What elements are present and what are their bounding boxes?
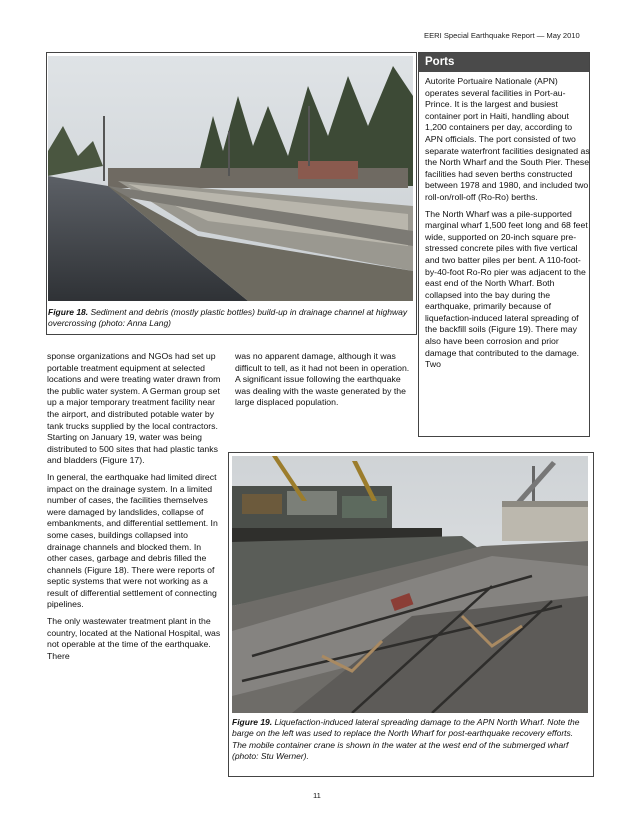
figure-18-photo — [48, 56, 413, 301]
figure-19-label: Figure 19. — [232, 717, 273, 727]
ports-paragraph-2: The North Wharf was a pile-supported marginal wharf 1,500 feet long and 68 feet wide, supported on 20-inch square pre-stressed concrete piles with five vertical and two batter piles per bent. A 110-foot-by-40-foot Ro-Ro pier was adjacent to the east end of the North Wharf. Both collapsed into the bay during the earthquake, primarily because of liquefaction-induced lateral spreading of the backfill soils (Figure 19). There may also have been corrosion and prior damage that contributed to the damage. Two — [425, 208, 588, 370]
figure-18-caption-text: Sediment and debris (mostly plastic bottles) build-up in drainage channel at highway overcrossing (photo: Anna Lang) — [48, 307, 408, 329]
figure-18-label: Figure 18. — [48, 307, 89, 317]
column-2 — [235, 351, 411, 414]
ports-title: Ports — [425, 56, 455, 68]
col1-paragraph-2: In general, the earthquake had limited direct impact on the drainage system. In a limited number of cases, the facilities themselves were damaged by landslides, collapse of embankments, and differential settlement. In some cases, buildings collapsed into drainage channels and blocked them. In other cases, garbage and debris filled the channels (Figure 18). There were reports of septic systems that were not working as a result of differential settlement of connecting pipelines. — [47, 471, 218, 610]
column-1 — [47, 351, 223, 667]
page-number: 11 — [313, 791, 321, 800]
col1-paragraph-1: sponse organizations and NGOs had set up portable treatment equipment at selected locations and were treating water drawn from the public water system. A German group set up a major temporary treatment facility near the airport, and distributed potable water by tank trucks supplied by the local contractors. Starting on January 19, water was being distributed to 500 sites that had plastic tanks and bladders (Figure 17). — [47, 351, 221, 466]
col2-paragraph-1: was no apparent damage, although it was difficult to tell, as it had not been in operation. A significant issue following the earthquake was dealing with the waste generated by the large displaced population. — [235, 351, 410, 408]
col1-paragraph-3: The only wastewater treatment plant in the country, located at the National Hospital, was not operable at the time of the earthquake. There — [47, 616, 221, 661]
figure-19-caption — [232, 717, 588, 762]
running-header: EERI Special Earthquake Report — May 2010 — [424, 31, 580, 40]
figure-19-caption-text: Liquefaction-induced lateral spreading damage to the APN North Wharf. Note the barge on the left was used to replace the North Wharf for post-earthquake recovery efforts. The mobile container crane is shown in the water at the west end of the submerged wharf (photo: Stu Werner). — [232, 717, 580, 761]
figure-19-photo — [232, 456, 588, 713]
figure-18-caption — [48, 307, 412, 330]
ports-paragraph-1: Autorite Portuaire Nationale (APN) operates several facilities in Port-au-Prince. It is the largest and busiest container port in Haiti, handling about 1,200 containers per day, according to APN officials. The port consisted of two separate waterfront facilities designated as the North Wharf and the South Pier. These facilities had seven berths constructed between 1978 and 1980, and included two roll-on/roll-off (Ro-Ro) berths. — [425, 76, 590, 202]
ports-body — [425, 76, 591, 376]
